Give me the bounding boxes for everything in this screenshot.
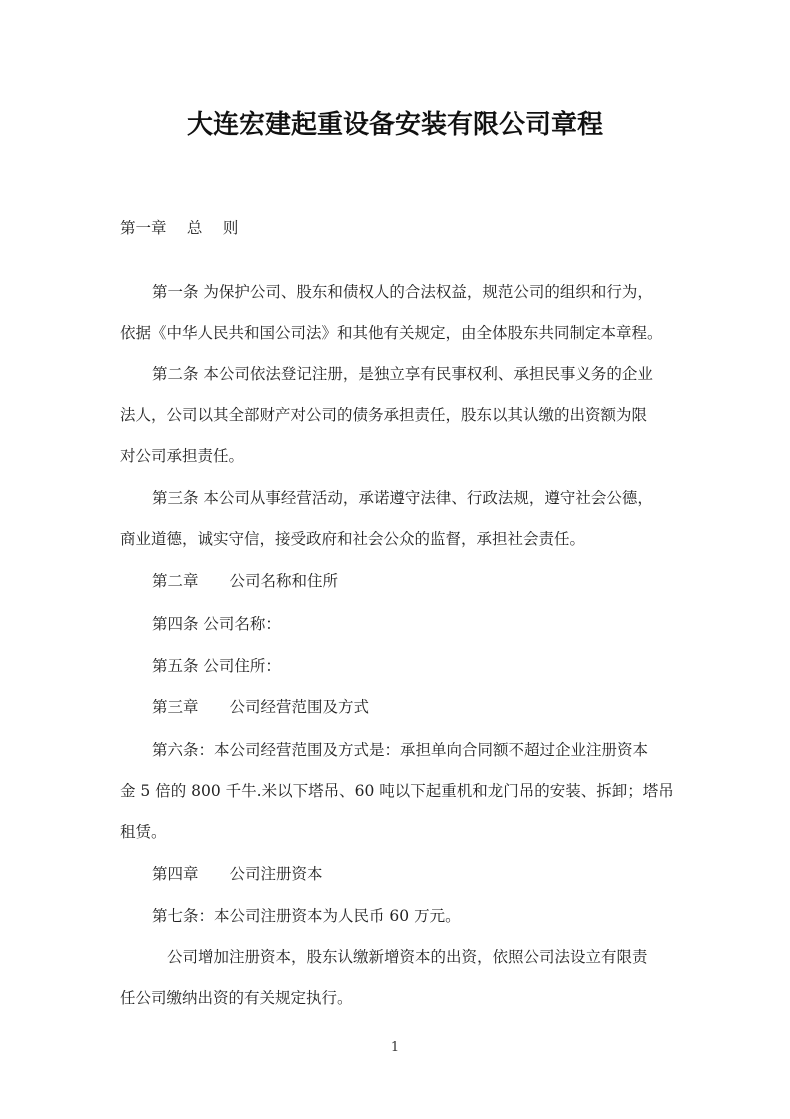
chapter-3-heading: 第三章 公司经营范围及方式 — [152, 698, 370, 716]
article-1-line-1: 第一条 为保护公司、股东和债权人的合法权益，规范公司的组织和行为， — [152, 283, 653, 301]
article-2-line-3: 对公司承担责任。 — [120, 447, 245, 465]
article-6-line-1: 第六条：本公司经营范围及方式是：承担单向合同额不超过企业注册资本 — [152, 741, 649, 759]
article-4: 第四条 公司名称： — [152, 615, 281, 633]
chapter-4-heading: 第四章 公司注册资本 — [152, 865, 323, 883]
article-6-line-3: 租赁。 — [120, 823, 167, 841]
page-number: 1 — [390, 1040, 400, 1055]
article-3-line-2: 商业道德，诚实守信，接受政府和社会公众的监督，承担社会责任。 — [120, 530, 586, 548]
article-3-line-1: 第三条 本公司从事经营活动，承诺遵守法律、行政法规，遵守社会公德， — [152, 489, 653, 507]
article-2-line-1: 第二条 本公司依法登记注册，是独立享有民事权利、承担民事义务的企业 — [152, 365, 653, 383]
article-7-para-2-line-1: 公司增加注册资本，股东认缴新增资本的出资，依照公司法设立有限责 — [167, 948, 648, 966]
document-title: 大连宏建起重设备安装有限公司章程 — [186, 110, 603, 140]
article-1-line-2: 依据《中华人民共和国公司法》和其他有关规定，由全体股东共同制定本章程。 — [120, 324, 663, 342]
article-5: 第五条 公司住所： — [152, 657, 281, 675]
chapter-1-heading: 第一章 总 则 — [120, 219, 239, 237]
chapter-2-heading: 第二章 公司名称和住所 — [152, 572, 339, 590]
article-7-para-2-line-2: 任公司缴纳出资的有关规定执行。 — [120, 989, 353, 1007]
article-6-line-2: 金 5 倍的 800 千牛.米以下塔吊、60 吨以下起重机和龙门吊的安装、拆卸；塔吊 — [120, 782, 674, 800]
article-2-line-2: 法人，公司以其全部财产对公司的债务承担责任，股东以其认缴的出资额为限 — [120, 406, 648, 424]
article-7: 第七条：本公司注册资本为人民币 60 万元。 — [152, 907, 461, 925]
